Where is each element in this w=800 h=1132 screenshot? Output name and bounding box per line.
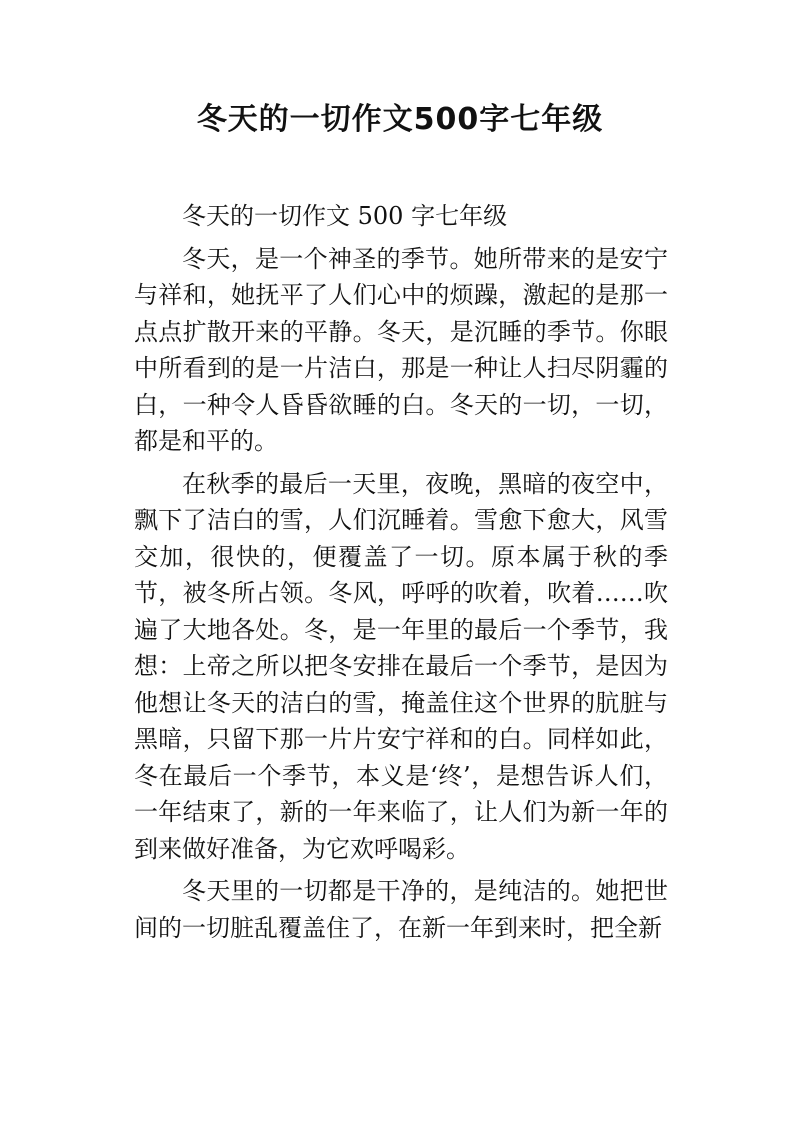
document-subtitle: 冬天的一切作文 500 字七年级 (182, 202, 508, 230)
paragraph-1: 冬天，是一个神圣的季节。她所带来的是安宁与祥和，她抚平了人们心中的烦躁，激起的是那一点点扩散开来的平静。冬天，是沉睡的季节。你眼中所看到的是一片洁白，那是一种让人扫尽阴霾的白，一种令人昏昏欲睡的白。冬天的一切，一切，都是和平的。 (134, 244, 668, 455)
paragraph-2: 在秋季的最后一天里，夜晚，黑暗的夜空中，飘下了洁白的雪，人们沉睡着。雪愈下愈大，风雪交加，很快的，便覆盖了一切。原本属于秋的季节，被冬所占领。冬风，呼呼的吹着，吹着……吹遍了大地各处。冬，是一年里的最后一个季节，我想：上帝之所以把冬安排在最后一个季节，是因为他想让冬天的洁白的雪，掩盖住这个世界的肮脏与黑暗，只留下那一片片安宁祥和的白。同样如此，冬在最后一个季节，本义是‘终’，是想告诉人们，一年结束了，新的一年来临了，让人们为新一年的到来做好准备，为它欢呼喝彩。 (134, 469, 668, 863)
document-body (134, 198, 668, 952)
paragraph-3: 冬天里的一切都是干净的，是纯洁的。她把世间的一切脏乱覆盖住了，在新一年到来时，把全新 (134, 877, 668, 942)
document-title: 冬天的一切作文500字七年级 (196, 102, 604, 137)
